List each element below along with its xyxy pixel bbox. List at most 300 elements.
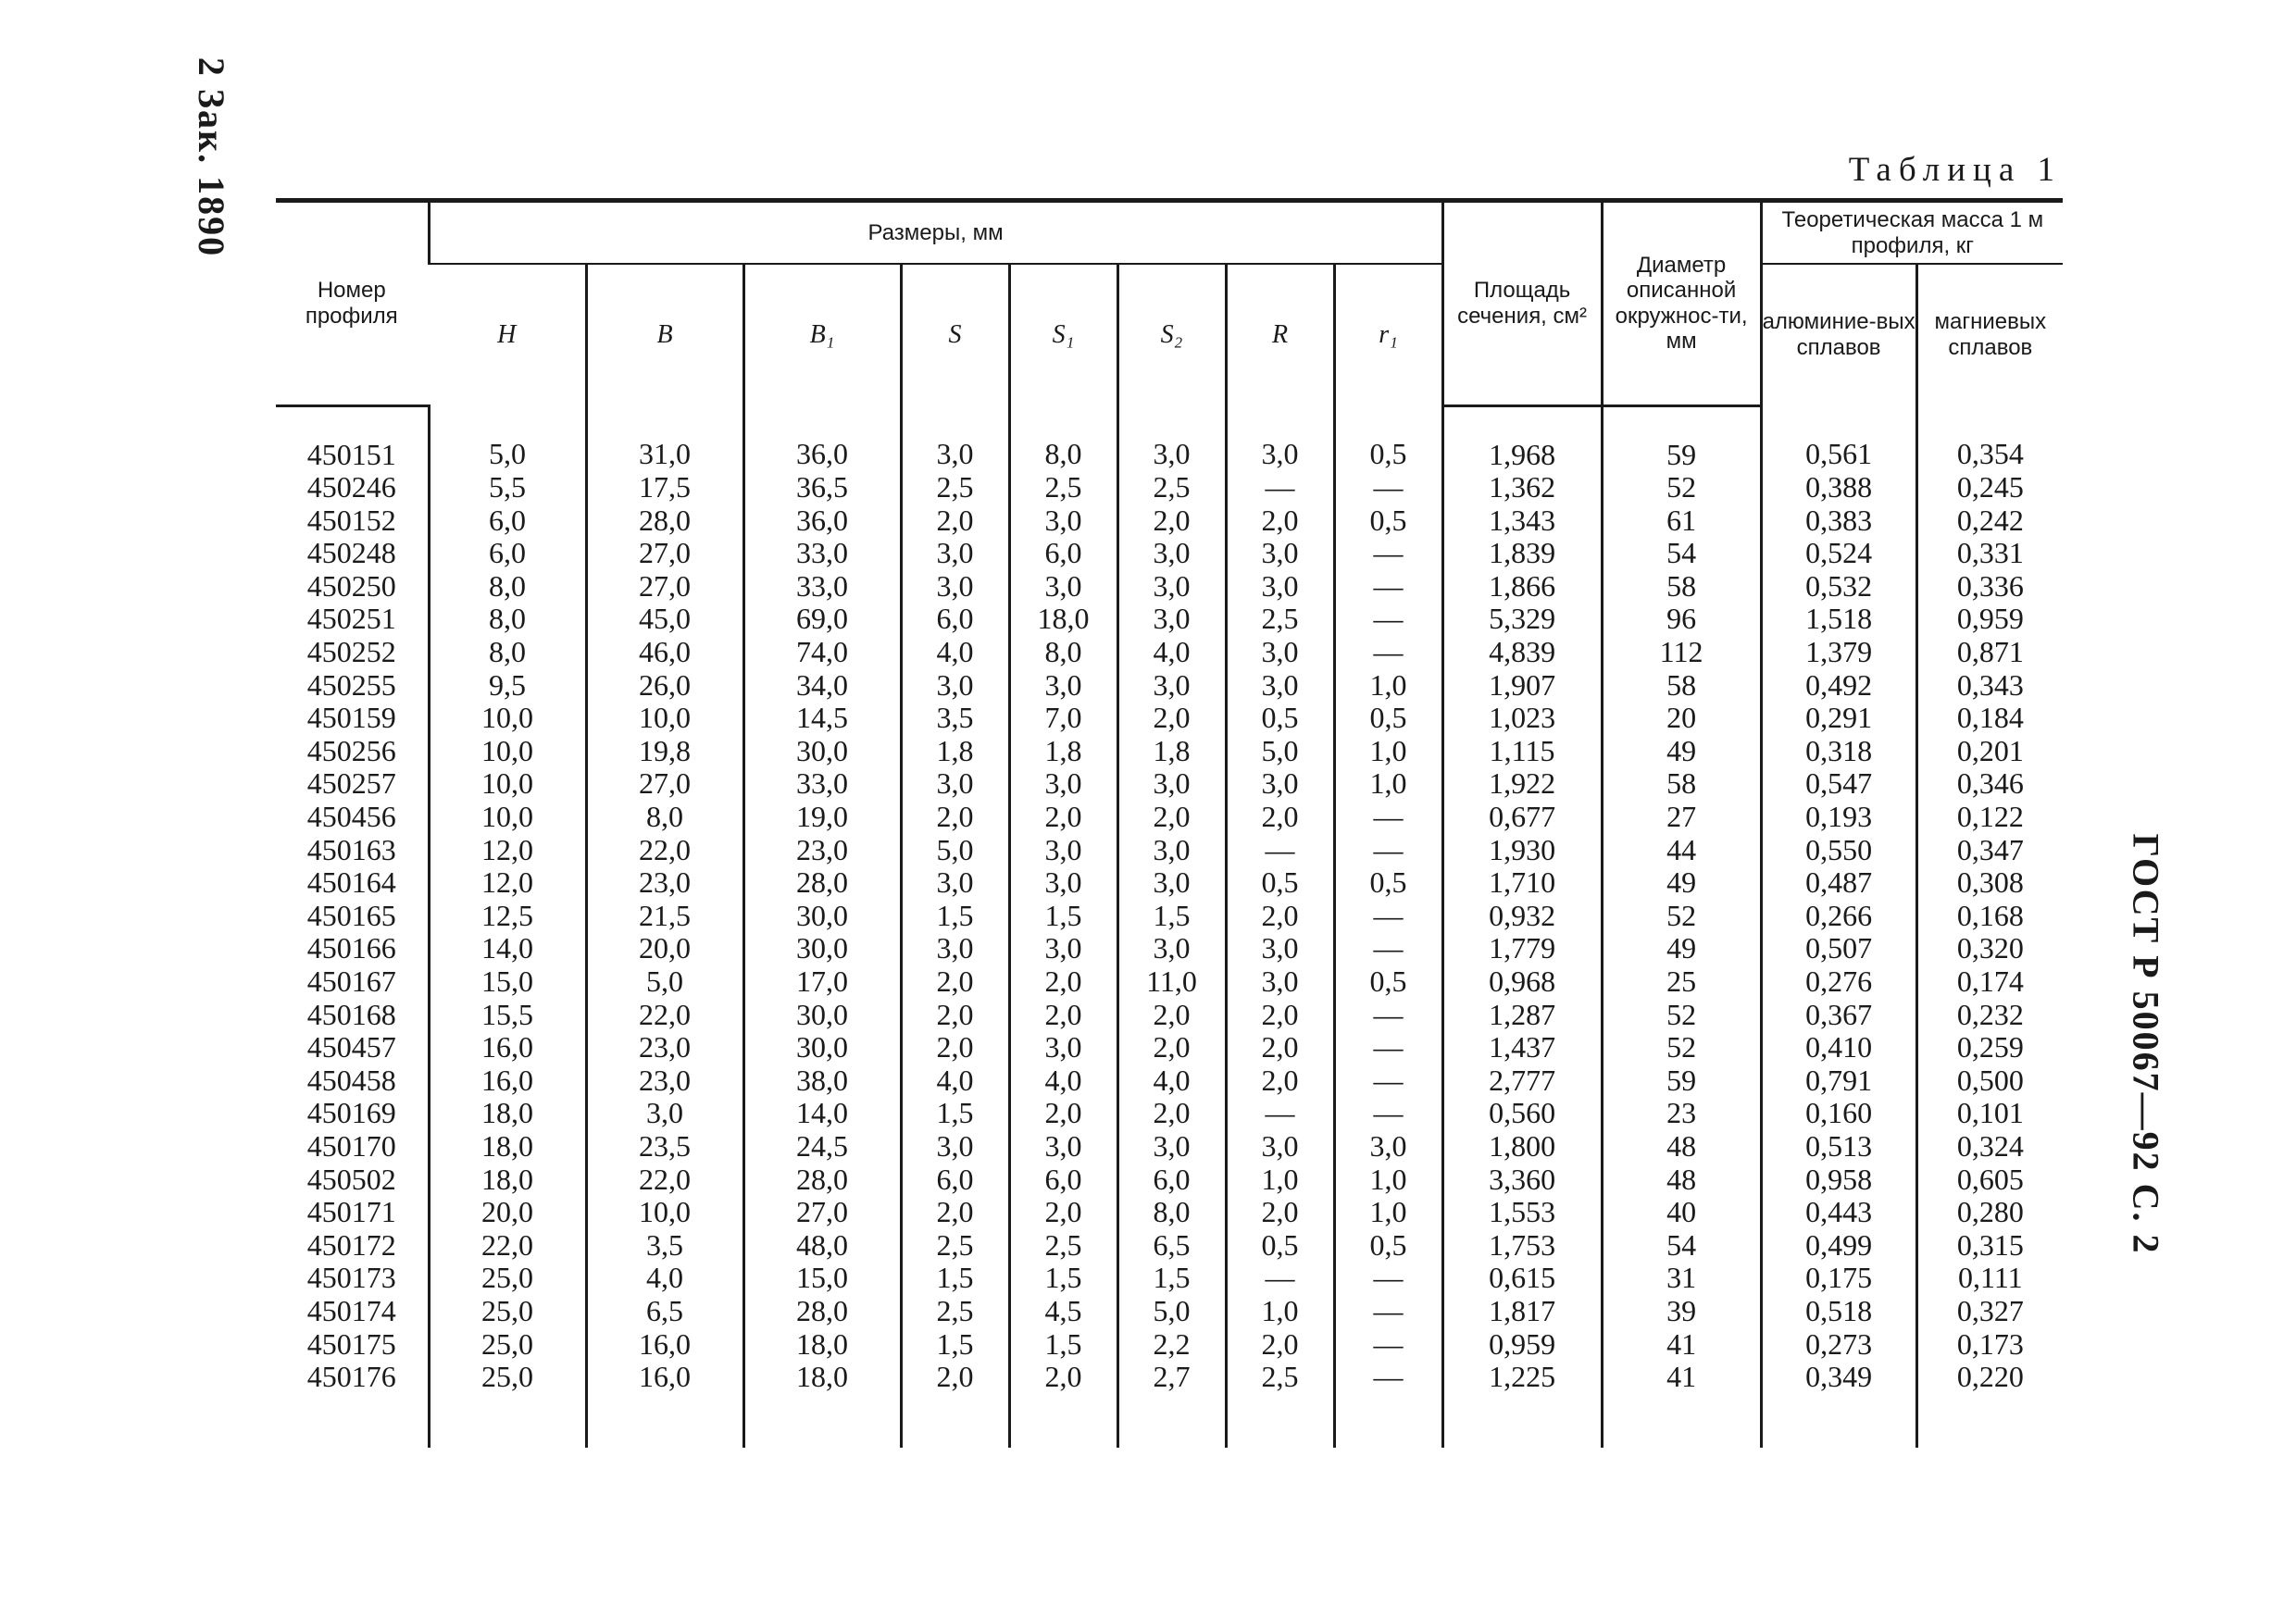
cell-dim-r1: — bbox=[1334, 1097, 1442, 1130]
cell-dim-r: 3,0 bbox=[1226, 669, 1334, 703]
cell-diameter: 39 bbox=[1602, 1295, 1761, 1328]
cell-dim-r: 2,0 bbox=[1226, 504, 1334, 538]
cell-dim-r1: 1,0 bbox=[1334, 1164, 1442, 1197]
cell-mass-aluminum: 0,383 bbox=[1761, 504, 1916, 538]
cell-diameter: 52 bbox=[1602, 999, 1761, 1032]
cell-dim-b1: 30,0 bbox=[743, 900, 901, 933]
cell-dim-h: 9,5 bbox=[429, 669, 586, 703]
cell-dim-b: 10,0 bbox=[586, 1196, 743, 1229]
cell-dim-h: 5,5 bbox=[429, 471, 586, 504]
cell-dim-s1: 3,0 bbox=[1009, 866, 1117, 900]
table-row bbox=[276, 504, 2063, 538]
cell-dim-r: 2,0 bbox=[1226, 1064, 1334, 1098]
cell-diameter: 61 bbox=[1602, 504, 1761, 538]
cell-dim-b: 10,0 bbox=[586, 702, 743, 735]
cell-dim-s2: 3,0 bbox=[1117, 932, 1226, 965]
cell-dim-s1: 2,0 bbox=[1009, 1196, 1117, 1229]
cell-diameter: 25 bbox=[1602, 965, 1761, 999]
cell-dim-b: 16,0 bbox=[586, 1328, 743, 1362]
cell-dim-s: 3,0 bbox=[901, 669, 1009, 703]
cell-dim-b: 26,0 bbox=[586, 669, 743, 703]
cell-dim-h: 16,0 bbox=[429, 1064, 586, 1098]
cell-dim-s: 2,0 bbox=[901, 965, 1009, 999]
cell-mass-magnesium: 0,500 bbox=[1916, 1064, 2063, 1098]
table-row bbox=[276, 866, 2063, 900]
table-row bbox=[276, 965, 2063, 999]
cell-dim-b1: 36,0 bbox=[743, 504, 901, 538]
cell-dim-b: 23,5 bbox=[586, 1130, 743, 1164]
cell-profile-number: 450458 bbox=[306, 1063, 396, 1097]
cell-dim-s2: 3,0 bbox=[1117, 1130, 1226, 1164]
cell-mass-magnesium: 0,122 bbox=[1916, 801, 2063, 834]
cell-dim-b: 16,0 bbox=[586, 1361, 743, 1448]
cell-dim-s1: 3,0 bbox=[1009, 767, 1117, 801]
cell-dim-h: 8,0 bbox=[429, 603, 586, 636]
cell-dim-r: 2,5 bbox=[1226, 603, 1334, 636]
cell-dim-s1: 1,8 bbox=[1009, 735, 1117, 768]
cell-dim-r1: — bbox=[1334, 636, 1442, 669]
table-row bbox=[276, 1064, 2063, 1098]
cell-dim-b1: 14,5 bbox=[743, 702, 901, 735]
table-body bbox=[276, 405, 2063, 1448]
cell-dim-b1: 30,0 bbox=[743, 999, 901, 1032]
cell-dim-b: 19,8 bbox=[586, 735, 743, 768]
cell-dim-s: 2,0 bbox=[901, 504, 1009, 538]
cell-dim-b1: 15,0 bbox=[743, 1262, 901, 1295]
cell-area: 2,777 bbox=[1442, 1064, 1602, 1098]
cell-mass-magnesium: 0,184 bbox=[1916, 702, 2063, 735]
table-row bbox=[276, 735, 2063, 768]
cell-mass-magnesium: 0,347 bbox=[1916, 834, 2063, 867]
cell-dim-b1: 30,0 bbox=[743, 735, 901, 768]
cell-dim-r1: 0,5 bbox=[1334, 866, 1442, 900]
cell-dim-r: 2,0 bbox=[1226, 1196, 1334, 1229]
cell-dim-h: 8,0 bbox=[429, 570, 586, 604]
cell-dim-s1: 3,0 bbox=[1009, 1130, 1117, 1164]
cell-dim-s: 2,0 bbox=[901, 999, 1009, 1032]
cell-dim-s2: 3,0 bbox=[1117, 669, 1226, 703]
cell-dim-b: 31,0 bbox=[586, 405, 743, 471]
cell-profile-number: 450167 bbox=[306, 965, 396, 998]
cell-profile-number: 450170 bbox=[306, 1128, 396, 1163]
cell-diameter: 41 bbox=[1602, 1328, 1761, 1362]
cell-mass-aluminum: 0,518 bbox=[1761, 1295, 1916, 1328]
cell-area: 0,560 bbox=[1442, 1097, 1602, 1130]
cell-dim-s: 2,5 bbox=[901, 1295, 1009, 1328]
cell-profile-number: 450502 bbox=[306, 1162, 396, 1196]
cell-dim-b1: 14,0 bbox=[743, 1097, 901, 1130]
cell-mass-aluminum: 0,443 bbox=[1761, 1196, 1916, 1229]
cell-profile-number: 450172 bbox=[306, 1227, 396, 1262]
cell-area: 1,437 bbox=[1442, 1031, 1602, 1064]
cell-dim-b: 23,0 bbox=[586, 1031, 743, 1064]
cell-area: 0,615 bbox=[1442, 1262, 1602, 1295]
cell-dim-r: 5,0 bbox=[1226, 735, 1334, 768]
cell-mass-magnesium: 0,111 bbox=[1916, 1262, 2063, 1295]
cell-area: 1,779 bbox=[1442, 932, 1602, 965]
cell-dim-s: 2,5 bbox=[901, 471, 1009, 504]
cell-mass-magnesium: 0,320 bbox=[1916, 932, 2063, 965]
header-dim-b1: B₁ bbox=[743, 264, 901, 405]
cell-dim-s2: 2,0 bbox=[1117, 801, 1226, 834]
cell-dim-s: 2,0 bbox=[901, 1196, 1009, 1229]
cell-dim-r: 1,0 bbox=[1226, 1164, 1334, 1197]
cell-dim-r1: 1,0 bbox=[1334, 1196, 1442, 1229]
cell-dim-r1: — bbox=[1334, 537, 1442, 570]
header-dim-s1: S₁ bbox=[1009, 264, 1117, 405]
cell-diameter: 58 bbox=[1602, 570, 1761, 604]
cell-dim-r: 3,0 bbox=[1226, 636, 1334, 669]
cell-dim-s: 1,5 bbox=[901, 900, 1009, 933]
cell-dim-r: 3,0 bbox=[1226, 570, 1334, 604]
cell-dim-s1: 7,0 bbox=[1009, 702, 1117, 735]
cell-diameter: 52 bbox=[1602, 1031, 1761, 1064]
cell-dim-r1: — bbox=[1334, 900, 1442, 933]
cell-dim-r: 3,0 bbox=[1226, 965, 1334, 999]
cell-dim-s1: 1,5 bbox=[1009, 900, 1117, 933]
cell-dim-r1: — bbox=[1334, 834, 1442, 867]
cell-mass-aluminum: 0,532 bbox=[1761, 570, 1916, 604]
cell-dim-b: 22,0 bbox=[586, 834, 743, 867]
cell-profile-number: 450166 bbox=[306, 931, 396, 965]
cell-dim-s2: 1,5 bbox=[1117, 1262, 1226, 1295]
cell-profile-number: 450456 bbox=[306, 800, 396, 834]
cell-dim-s1: 3,0 bbox=[1009, 1031, 1117, 1064]
header-mass-magnesium: магниевых сплавов bbox=[1916, 264, 2063, 405]
cell-dim-b: 8,0 bbox=[586, 801, 743, 834]
cell-dim-h: 12,5 bbox=[429, 900, 586, 933]
cell-dim-r: 0,5 bbox=[1226, 1229, 1334, 1263]
table-row bbox=[276, 1328, 2063, 1362]
cell-diameter: 59 bbox=[1602, 1064, 1761, 1098]
cell-mass-aluminum: 0,547 bbox=[1761, 767, 1916, 801]
cell-dim-s1: 2,5 bbox=[1009, 471, 1117, 504]
cell-dim-r1: 0,5 bbox=[1334, 1229, 1442, 1263]
cell-dim-r: 0,5 bbox=[1226, 702, 1334, 735]
cell-dim-b: 23,0 bbox=[586, 1064, 743, 1098]
cell-dim-b: 20,0 bbox=[586, 932, 743, 965]
cell-dim-s2: 2,0 bbox=[1117, 702, 1226, 735]
cell-dim-b: 6,5 bbox=[586, 1295, 743, 1328]
cell-dim-s1: 6,0 bbox=[1009, 537, 1117, 570]
cell-dim-b: 27,0 bbox=[586, 570, 743, 604]
cell-mass-magnesium: 0,324 bbox=[1916, 1130, 2063, 1164]
cell-area: 4,839 bbox=[1442, 636, 1602, 669]
cell-dim-r1: — bbox=[1334, 570, 1442, 604]
cell-mass-aluminum: 0,388 bbox=[1761, 471, 1916, 504]
cell-dim-s1: 2,0 bbox=[1009, 999, 1117, 1032]
cell-dim-r1: 0,5 bbox=[1334, 504, 1442, 538]
cell-mass-magnesium: 0,327 bbox=[1916, 1295, 2063, 1328]
order-number-note: 2 Зак. 1890 bbox=[191, 56, 232, 258]
cell-mass-aluminum: 0,193 bbox=[1761, 801, 1916, 834]
cell-dim-s2: 2,0 bbox=[1117, 1031, 1226, 1064]
table-row bbox=[276, 1196, 2063, 1229]
cell-dim-s2: 2,5 bbox=[1117, 471, 1226, 504]
cell-dim-h: 25,0 bbox=[429, 1295, 586, 1328]
cell-dim-h: 22,0 bbox=[429, 1229, 586, 1263]
cell-profile-number: 450457 bbox=[306, 1030, 396, 1064]
cell-diameter: 20 bbox=[1602, 702, 1761, 735]
cell-dim-r: 2,0 bbox=[1226, 1328, 1334, 1362]
cell-dim-s: 3,5 bbox=[901, 702, 1009, 735]
cell-dim-b1: 30,0 bbox=[743, 932, 901, 965]
cell-diameter: 44 bbox=[1602, 834, 1761, 867]
cell-dim-s2: 2,0 bbox=[1117, 999, 1226, 1032]
cell-dim-s1: 8,0 bbox=[1009, 636, 1117, 669]
cell-dim-b1: 69,0 bbox=[743, 603, 901, 636]
cell-dim-s1: 3,0 bbox=[1009, 504, 1117, 538]
cell-dim-s: 3,0 bbox=[901, 932, 1009, 965]
cell-mass-magnesium: 0,173 bbox=[1916, 1328, 2063, 1362]
cell-dim-b: 17,5 bbox=[586, 471, 743, 504]
cell-dim-h: 14,0 bbox=[429, 932, 586, 965]
cell-dim-b1: 33,0 bbox=[743, 767, 901, 801]
cell-dim-r: 2,0 bbox=[1226, 999, 1334, 1032]
profiles-table bbox=[276, 198, 2063, 1448]
cell-mass-aluminum: 0,524 bbox=[1761, 537, 1916, 570]
cell-dim-h: 18,0 bbox=[429, 1164, 586, 1197]
cell-dim-s: 3,0 bbox=[901, 767, 1009, 801]
cell-dim-s2: 2,0 bbox=[1117, 504, 1226, 538]
cell-dim-s2: 6,5 bbox=[1117, 1229, 1226, 1263]
cell-dim-b1: 34,0 bbox=[743, 669, 901, 703]
cell-dim-b: 3,0 bbox=[586, 1097, 743, 1130]
header-dim-h: H bbox=[429, 264, 586, 405]
table-row bbox=[276, 834, 2063, 867]
cell-dim-s: 4,0 bbox=[901, 636, 1009, 669]
cell-profile-number: 450171 bbox=[306, 1195, 396, 1229]
cell-dim-b1: 48,0 bbox=[743, 1229, 901, 1263]
cell-dim-s1: 3,0 bbox=[1009, 570, 1117, 604]
cell-dim-b1: 28,0 bbox=[743, 1164, 901, 1197]
cell-dim-b: 23,0 bbox=[586, 866, 743, 900]
header-dim-r: R bbox=[1226, 264, 1334, 405]
table-row bbox=[276, 471, 2063, 504]
cell-dim-b1: 23,0 bbox=[743, 834, 901, 867]
cell-dim-s1: 6,0 bbox=[1009, 1164, 1117, 1197]
cell-mass-aluminum: 0,513 bbox=[1761, 1130, 1916, 1164]
cell-dim-h: 15,0 bbox=[429, 965, 586, 999]
table-row bbox=[276, 570, 2063, 604]
cell-area: 0,677 bbox=[1442, 801, 1602, 834]
cell-dim-b1: 17,0 bbox=[743, 965, 901, 999]
cell-diameter: 58 bbox=[1602, 669, 1761, 703]
cell-profile-number: 450151 bbox=[306, 437, 396, 471]
table-row bbox=[276, 932, 2063, 965]
cell-dim-s: 3,0 bbox=[901, 405, 1009, 471]
cell-dim-s: 1,5 bbox=[901, 1262, 1009, 1295]
header-dim-s: S bbox=[901, 264, 1009, 405]
table-row bbox=[276, 702, 2063, 735]
cell-area: 1,343 bbox=[1442, 504, 1602, 538]
cell-mass-magnesium: 0,871 bbox=[1916, 636, 2063, 669]
cell-dim-r1: 0,5 bbox=[1334, 405, 1442, 471]
cell-dim-s1: 8,0 bbox=[1009, 405, 1117, 471]
cell-area: 1,362 bbox=[1442, 471, 1602, 504]
cell-profile-number: 450257 bbox=[306, 766, 396, 801]
cell-dim-s2: 3,0 bbox=[1117, 405, 1226, 471]
table-row bbox=[276, 1097, 2063, 1130]
cell-diameter: 54 bbox=[1602, 1229, 1761, 1263]
cell-diameter: 49 bbox=[1602, 932, 1761, 965]
cell-profile-number: 450174 bbox=[306, 1293, 396, 1327]
cell-dim-h: 10,0 bbox=[429, 702, 586, 735]
cell-dim-b1: 24,5 bbox=[743, 1130, 901, 1164]
cell-mass-aluminum: 0,291 bbox=[1761, 702, 1916, 735]
table-row bbox=[276, 801, 2063, 834]
cell-profile-number: 450176 bbox=[306, 1360, 396, 1394]
header-diameter: Диаметр описанной окружнос-ти, мм bbox=[1602, 201, 1761, 406]
cell-dim-r1: — bbox=[1334, 1361, 1442, 1448]
cell-diameter: 27 bbox=[1602, 801, 1761, 834]
cell-profile-number: 450251 bbox=[306, 602, 396, 636]
cell-profile-number: 450252 bbox=[306, 635, 396, 669]
cell-mass-aluminum: 0,487 bbox=[1761, 866, 1916, 900]
cell-dim-s: 4,0 bbox=[901, 1064, 1009, 1098]
cell-dim-r1: 3,0 bbox=[1334, 1130, 1442, 1164]
cell-mass-magnesium: 0,346 bbox=[1916, 767, 2063, 801]
table-row bbox=[276, 1361, 2063, 1448]
table-row bbox=[276, 999, 2063, 1032]
cell-area: 1,922 bbox=[1442, 767, 1602, 801]
cell-mass-magnesium: 0,168 bbox=[1916, 900, 2063, 933]
cell-dim-h: 18,0 bbox=[429, 1097, 586, 1130]
cell-dim-s1: 4,5 bbox=[1009, 1295, 1117, 1328]
cell-dim-r1: — bbox=[1334, 1031, 1442, 1064]
cell-diameter: 23 bbox=[1602, 1097, 1761, 1130]
cell-diameter: 54 bbox=[1602, 537, 1761, 570]
cell-dim-s1: 2,5 bbox=[1009, 1229, 1117, 1263]
cell-area: 1,553 bbox=[1442, 1196, 1602, 1229]
cell-dim-h: 20,0 bbox=[429, 1196, 586, 1229]
cell-mass-aluminum: 0,318 bbox=[1761, 735, 1916, 768]
cell-dim-r1: — bbox=[1334, 801, 1442, 834]
cell-dim-s2: 3,0 bbox=[1117, 767, 1226, 801]
cell-dim-s: 1,5 bbox=[901, 1328, 1009, 1362]
table-row bbox=[276, 1130, 2063, 1164]
cell-dim-r: — bbox=[1226, 1097, 1334, 1130]
cell-dim-r1: — bbox=[1334, 932, 1442, 965]
cell-mass-aluminum: 0,175 bbox=[1761, 1262, 1916, 1295]
cell-dim-h: 10,0 bbox=[429, 767, 586, 801]
cell-dim-s: 2,5 bbox=[901, 1229, 1009, 1263]
cell-dim-s2: 3,0 bbox=[1117, 570, 1226, 604]
cell-dim-r: 3,0 bbox=[1226, 767, 1334, 801]
cell-area: 1,907 bbox=[1442, 669, 1602, 703]
cell-dim-r1: — bbox=[1334, 999, 1442, 1032]
table-row bbox=[276, 767, 2063, 801]
cell-profile-number: 450165 bbox=[306, 898, 396, 932]
cell-area: 1,817 bbox=[1442, 1295, 1602, 1328]
cell-dim-b: 22,0 bbox=[586, 999, 743, 1032]
cell-dim-s2: 3,0 bbox=[1117, 537, 1226, 570]
cell-dim-h: 8,0 bbox=[429, 636, 586, 669]
table-row bbox=[276, 405, 2063, 471]
cell-diameter: 52 bbox=[1602, 471, 1761, 504]
cell-mass-aluminum: 0,160 bbox=[1761, 1097, 1916, 1130]
cell-dim-b: 22,0 bbox=[586, 1164, 743, 1197]
cell-area: 1,115 bbox=[1442, 735, 1602, 768]
cell-dim-s2: 11,0 bbox=[1117, 965, 1226, 999]
cell-dim-b1: 38,0 bbox=[743, 1064, 901, 1098]
cell-dim-b1: 27,0 bbox=[743, 1196, 901, 1229]
cell-diameter: 40 bbox=[1602, 1196, 1761, 1229]
cell-dim-r: — bbox=[1226, 471, 1334, 504]
cell-mass-aluminum: 0,499 bbox=[1761, 1229, 1916, 1263]
table-row bbox=[276, 1229, 2063, 1263]
cell-dim-s2: 5,0 bbox=[1117, 1295, 1226, 1328]
cell-dim-r1: 0,5 bbox=[1334, 702, 1442, 735]
cell-area: 3,360 bbox=[1442, 1164, 1602, 1197]
cell-area: 1,800 bbox=[1442, 1130, 1602, 1164]
cell-dim-s2: 2,2 bbox=[1117, 1328, 1226, 1362]
cell-area: 1,287 bbox=[1442, 999, 1602, 1032]
cell-mass-magnesium: 0,232 bbox=[1916, 999, 2063, 1032]
cell-profile-number: 450164 bbox=[306, 865, 396, 900]
cell-dim-s2: 3,0 bbox=[1117, 866, 1226, 900]
cell-dim-b: 27,0 bbox=[586, 537, 743, 570]
header-dim-b: B bbox=[586, 264, 743, 405]
cell-dim-s: 3,0 bbox=[901, 1130, 1009, 1164]
cell-dim-b1: 36,5 bbox=[743, 471, 901, 504]
header-mass-group: Теоретическая масса 1 м профиля, кг bbox=[1761, 201, 2063, 265]
cell-mass-aluminum: 0,266 bbox=[1761, 900, 1916, 933]
cell-dim-b1: 33,0 bbox=[743, 537, 901, 570]
table-row bbox=[276, 1295, 2063, 1328]
cell-area: 1,866 bbox=[1442, 570, 1602, 604]
cell-dim-r: 3,0 bbox=[1226, 1130, 1334, 1164]
table-title: Таблица 1 bbox=[1848, 151, 2062, 189]
cell-dim-b: 46,0 bbox=[586, 636, 743, 669]
cell-dim-s1: 18,0 bbox=[1009, 603, 1117, 636]
cell-dim-s1: 2,0 bbox=[1009, 965, 1117, 999]
cell-mass-aluminum: 0,791 bbox=[1761, 1064, 1916, 1098]
cell-dim-s2: 2,7 bbox=[1117, 1361, 1226, 1448]
cell-mass-aluminum: 0,349 bbox=[1761, 1361, 1916, 1448]
cell-dim-b: 4,0 bbox=[586, 1262, 743, 1295]
table-row bbox=[276, 1031, 2063, 1064]
cell-area: 1,225 bbox=[1442, 1361, 1602, 1448]
cell-dim-s2: 3,0 bbox=[1117, 834, 1226, 867]
cell-mass-magnesium: 0,220 bbox=[1916, 1361, 2063, 1448]
cell-mass-aluminum: 0,550 bbox=[1761, 834, 1916, 867]
cell-mass-magnesium: 0,101 bbox=[1916, 1097, 2063, 1130]
cell-mass-aluminum: 1,518 bbox=[1761, 603, 1916, 636]
cell-dim-h: 25,0 bbox=[429, 1328, 586, 1362]
header-mass-aluminum: алюминие-вых сплавов bbox=[1761, 264, 1916, 405]
cell-dim-s: 5,0 bbox=[901, 834, 1009, 867]
cell-dim-s1: 4,0 bbox=[1009, 1064, 1117, 1098]
cell-diameter: 49 bbox=[1602, 866, 1761, 900]
table-row bbox=[276, 636, 2063, 669]
cell-area: 0,959 bbox=[1442, 1328, 1602, 1362]
header-dim-r1: r₁ bbox=[1334, 264, 1442, 405]
cell-profile-number: 450173 bbox=[306, 1261, 396, 1295]
cell-dim-r: — bbox=[1226, 834, 1334, 867]
cell-mass-magnesium: 0,354 bbox=[1916, 405, 2063, 471]
cell-dim-h: 15,5 bbox=[429, 999, 586, 1032]
cell-diameter: 48 bbox=[1602, 1130, 1761, 1164]
cell-area: 5,329 bbox=[1442, 603, 1602, 636]
cell-dim-b: 45,0 bbox=[586, 603, 743, 636]
cell-dim-r: 2,0 bbox=[1226, 900, 1334, 933]
cell-dim-s1: 1,5 bbox=[1009, 1262, 1117, 1295]
cell-profile-number: 450159 bbox=[306, 701, 396, 735]
cell-area: 1,753 bbox=[1442, 1229, 1602, 1263]
cell-diameter: 52 bbox=[1602, 900, 1761, 933]
cell-mass-aluminum: 0,276 bbox=[1761, 965, 1916, 999]
